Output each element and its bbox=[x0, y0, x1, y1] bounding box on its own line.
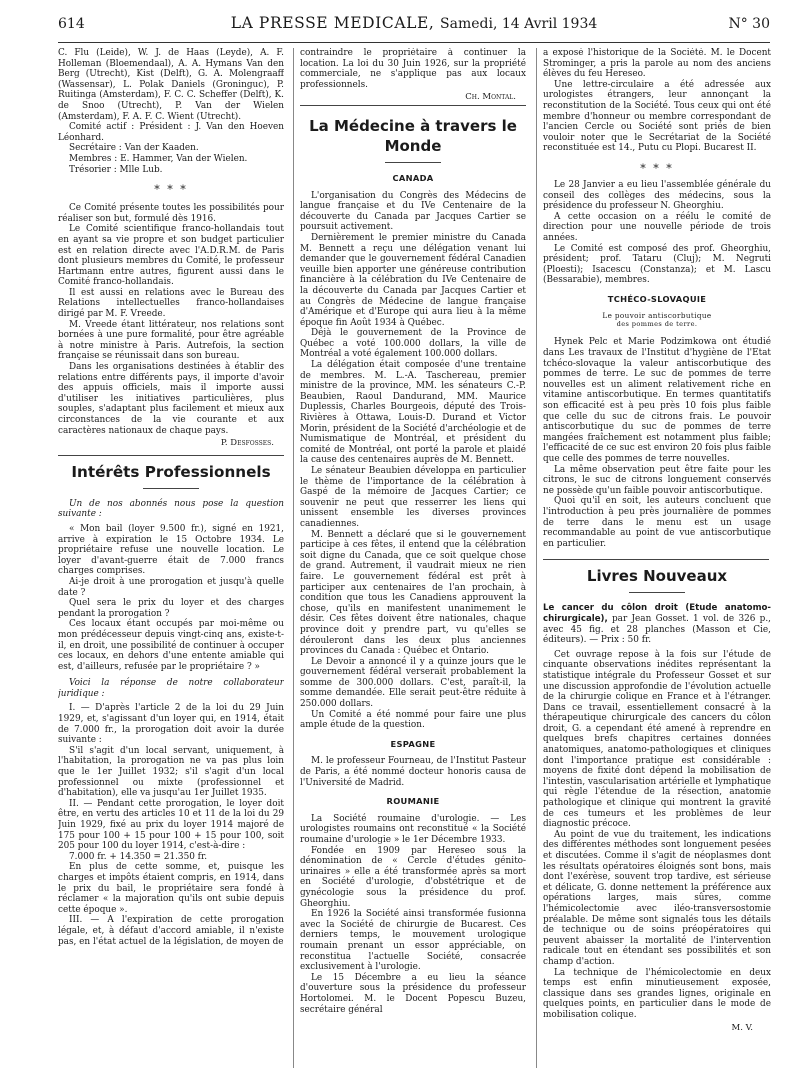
issue-date: Samedi, 14 Avril 1934 bbox=[440, 16, 598, 32]
paragraph: Une lettre-circulaire a été adressée aux urologistes étrangers, leur annonçant la reconstitution de la Société. Tous ceux qui ont été membre d'honneur ou membre correspondant de l'ancien Cercle ou Société sont priés de bien vouloir noter que le Secrétariat de la Société reconstituée est 14., Putu cu Plopi. Bucarest II. bbox=[543, 79, 771, 154]
paragraph: Il est aussi en relations avec le Bureau des Relations intellectuelles franco-hollandaises dirigé par M. F. Vreede. bbox=[58, 287, 284, 320]
paragraph: M. Vreede étant littérateur, nos relations sont bornées à une pure formalité, pour être agréable à notre ministre à Paris. Autrefois, la section française se réunissait dans son bureau. bbox=[58, 319, 284, 362]
paragraph: Le Comité scientifique franco-hollandais tout en ayant sa vie propre et son budget particulier est en relation directe avec l'A.D.R.M. de Paris dont plusieurs membres du Comité, le professeur Hartmann entre autres, figurent aussi dans le Comité franco-hollandais. bbox=[58, 224, 284, 288]
subhead-canada: CANADA bbox=[392, 172, 434, 183]
column-3 bbox=[543, 48, 771, 1078]
committee-names: C. Flu (Leide), W. J. de Haas (Leyde), A. F. Holleman (Bloemendaal), A. A. Hymans Van den Berg (Utrecht), Kist (Delft), G. A. Molengraaff (Wassensar), L. Polak Daniels (Groninguc), P. Ruitinga (Amsterdam), F. C. C. Scheffer (Delft), K. de Snoo (Utrecht), P. Van der Wielen (Amsterdam), F. A. F. C. Wient (Utrecht). bbox=[58, 48, 284, 122]
subhead-pommes: des pommes de terre. bbox=[616, 320, 698, 329]
question-paragraph: Quel sera le prix du loyer et des charges pendant la prorogation ? bbox=[58, 598, 284, 619]
paragraph: Hynek Pelc et Marie Podzimkowa ont étudié dans Les travaux de l'Institut d'hygiène de l'Etat tchéco-slovaque la valeur antiscorbutique des pommes de terre. Le suc de pommes de terre nouvelles est un aliment relativement riche en vitamine antiscorbutique. En termes quantitatifs son efficacité est à peu près 10 fois plus faible que celle du suc de citrons frais. Le pouvoir antiscorbutique du suc de pommes de terre mangées fraîchement est notamment plus faible; l'efficacité de ce suc est environ 20 fois plus faible que celle des pommes de terre nouvelles. bbox=[543, 337, 771, 464]
committee-active: Comité actif : Président : J. Van den Hoeven Léonhard. bbox=[58, 122, 284, 143]
paragraph: La même observation peut être faite pour les citrons, le suc de citrons longuement conservés ne possède qu'un faible pouvoir antiscorbutique. bbox=[543, 464, 771, 496]
paragraph: a exposé l'historique de la Société. M. le Docent Strominger, a pris la parole au nom des anciens élèves du feu Hereseo. bbox=[543, 48, 771, 80]
paragraph: Le Comité est composé des prof. Gheorghiu, président; prof. Tataru (Cluj); M. Negruti (Ploesti); Isacescu (Constanza); et M. Lascu (Bessarabie), membres. bbox=[543, 243, 771, 286]
issue-number: N° 30 bbox=[728, 16, 770, 32]
section-title-medecine: La Médecine à travers le Monde bbox=[309, 116, 517, 155]
paragraph: Le Devoir a annoncé il y a quinze jours que le gouvernement fédéral verserait probablement la somme de 300.000 dollars. C'est, paraît-il, la somme demandée. Elle serait peut-être réduite à 250.000 dollars. bbox=[300, 656, 526, 710]
section-title-interets: Intérêts Professionnels bbox=[71, 462, 271, 481]
committee-members: Membres : E. Hammer, Van der Wielen. bbox=[69, 153, 248, 164]
paragraph: Le sénateur Beaubien développa en particulier le thème de l'importance de la célébration à Gaspé de la mémoire de Jacques Cartier; ce souvenir ne peut que resserrer les liens qui unissent ensemble les diverses provinces canadiennes. bbox=[300, 466, 526, 529]
book-details: par Jean Gosset. 1 vol. de 326 p., avec 45 fig. et 28 planches (Masson et Cie, éditeurs). — Prix : 50 fr. bbox=[543, 613, 771, 646]
question-paragraph: Ces locaux étant occupés par moi-même ou mon prédécesseur depuis vingt-cinq ans, existe-t-il, en droit, une possibilité de continuer à occuper ces locaux, en dehors d'une entente amiable qui est, d'ailleurs, refusée par le propriétaire ? » bbox=[58, 619, 284, 672]
paragraph: L'organisation du Congrès des Médecins de langue française et du IVe Centenaire de la découverte du Canada par Jacques Cartier se poursuit activement. bbox=[300, 190, 526, 233]
title-rule bbox=[143, 488, 199, 489]
paragraph: M. Bennett a déclaré que si le gouvernement participe à ces fêtes, il entend que la célébration soit digne du Canada, que ce soit quelque chose de grand. Autrement, il vaudrait mieux ne rien faire. Le gouvernement fédéral est prêt à participer aux centenaires de l'an prochain, à condition que tous les Canadiens approuvent la chose, qu'ils en manifestent unanimement le désir. Ces fêtes doivent être nationales, chaque province doit y prendre part, vu qu'elles se dérouleront dans les deux plus anciennes provinces du Canada : Québec et Ontario. bbox=[300, 529, 526, 657]
question-paragraph: Ai-je droit à une prorogation et jusqu'à quelle date ? bbox=[58, 576, 284, 598]
review-signature: M. V. bbox=[731, 1022, 753, 1033]
book-title: Le cancer du côlon droit (Etude anatomo-chirurgicale), bbox=[543, 603, 771, 624]
paragraph: A cette occasion on a réélu le comité de direction pour une nouvelle période de trois années. bbox=[543, 211, 771, 243]
paragraph: Dans les organisations destinées à établir des relations entre différents pays, il importe d'avoir des appuis officiels, mais il importe aussi d'utiliser les initiatives particulières, plus souples, s'adaptant plus facilement et mieux aux circonstances de la vie courante et aux caractères nationaux de chaque pays. bbox=[58, 362, 284, 436]
paragraph: M. le professeur Fourneau, de l'Institut Pasteur de Paris, a été nommé docteur honoris causa de l'Université de Madrid. bbox=[300, 756, 526, 788]
section-rule bbox=[300, 105, 526, 106]
column-1 bbox=[58, 48, 284, 1078]
paragraph: contraindre le propriétaire à continuer la location. La loi du 30 Juin 1926, sur la propriété commerciale, ne s'applique pas aux locaux professionnels. bbox=[300, 48, 526, 90]
paragraph: En 1926 la Société ainsi transformée fusionna avec la Société de chirurgie de Bucarest. Ces derniers temps, le mouvement urologique roumain prenant un essor appréciable, on reconstitua l'actuelle Société, consacrée exclusivement à l'urologie. bbox=[300, 909, 526, 973]
paragraph: Ce Comité présente toutes les possibilités pour réaliser son but, formulé dès 1916. bbox=[58, 203, 284, 224]
page-header bbox=[58, 14, 770, 40]
answer-paragraph: III. — A l'expiration de cette prorogation légale, et, à défaut d'accord amiable, il n'existe pas, en l'état actuel de la législation, de moyen de bbox=[58, 915, 284, 947]
committee-secretary: Secrétaire : Van der Kaaden. bbox=[69, 143, 199, 154]
section-rule bbox=[543, 559, 769, 560]
title-rule bbox=[385, 162, 441, 163]
question-paragraph: « Mon bail (loyer 9.500 fr.), signé en 1921, arrive à expiration le 15 Octobre 1934. Le propriétaire refuse une nouvelle location. Le loyer d'avant-guerre était de 7.000 francs charges comprises. bbox=[58, 523, 284, 577]
paragraph: Quoi qu'il en soit, les auteurs concluent que l'introduction à peu près journalière de pommes de terre dans le menu est un usage recommandable au point de vue antiscorbutique en particulier. bbox=[543, 496, 771, 549]
article-signature: Ch. Montal. bbox=[465, 92, 516, 103]
paragraph: Le 28 Janvier a eu lieu l'assemblée générale du conseil des collèges des médecins, sous la présidence du professeur N. Gheorghiu. bbox=[543, 179, 771, 212]
answer-paragraph: S'il s'agit d'un local servant, uniquement, à l'habitation, la prorogation ne va pas plus loin que le 1er Juillet 1932; s'il s'agit d'un local professionnel ou mixte (professionnel et d'habitation), elle va jusqu'au 1er Juillet 1935. bbox=[58, 745, 284, 799]
column-divider bbox=[536, 48, 537, 1068]
section-stars: * * * bbox=[640, 161, 674, 175]
paragraph: La Société roumaine d'urologie. — Les urologistes roumains ont reconstitué « la Société roumaine d'urologie » le 1er Décembre 1933. bbox=[300, 813, 526, 845]
book-entry bbox=[543, 603, 771, 645]
subhead-roumanie: ROUMANIE bbox=[386, 796, 440, 807]
paragraph: Dernièrement le premier ministre du Canada M. Bennett a reçu une délégation venant lui demander que le gouvernement fédéral Canadien veuille bien apporter une généreuse contribution financière à la célébration du IVe Centenaire de la découverte du Canada par Jacques Cartier et au Congrès de Médecine de langue française d'Amérique et d'Europe qui aura lieu à la même époque fin Août 1934 à Québec. bbox=[300, 232, 526, 328]
answer-paragraph: I. — D'après l'article 2 de la loi du 29 Juin 1929, et, s'agissant d'un loyer qui, en 1914, était de 7.000 fr., la prorogation doit avoir la durée suivante : bbox=[58, 703, 284, 746]
paragraph: Le 15 Décembre a eu lieu la séance d'ouverture sous la présidence du professeur Hortolomei. M. le Docent Popescu Buzeu, secrétaire général bbox=[300, 972, 526, 1015]
paragraph: Déjà le gouvernement de la Province de Québec a voté 100.000 dollars, la ville de Montréal a voté également 100.000 dollars. bbox=[300, 328, 526, 360]
review-paragraph: La technique de l'hémicolectomie en deux temps est enfin minutieusement exposée, classique dans ses grandes lignes, originale en quelques points, en particulier dans le mode de mobilisation colique. bbox=[543, 967, 771, 1020]
review-paragraph: Au point de vue du traitement, les indications des différentes méthodes sont longuement pesées et discutées. Comme il s'agit de néoplasmes dont les résultats opératoires éloignés sont bons, mais dont l'exérèse, souvent trop tardive, est sérieuse et délicate, G. donne nettement la préférence aux opérations larges, mais sûres, comme l'hémicolectomie avec iléo-transversostomie préalable. De même sont signalés tous les détails de technique ou de soins préopératoires qui peuvent abaisser la mortalité de l'intervention radicale tout en étendant ses possibilités et son champ d'action. bbox=[543, 829, 771, 967]
subhead-tcheco: TCHÉCO-SLOVAQUIE bbox=[607, 293, 707, 304]
subhead-espagne: ESPAGNE bbox=[390, 738, 436, 749]
subhead-pouvoir: Le pouvoir antiscorbutique bbox=[602, 311, 712, 321]
answer-calculation: 7.000 fr. + 14.350 = 21.350 fr. bbox=[69, 851, 208, 862]
question-intro: Un de nos abonnés nous pose la question suivante : bbox=[58, 498, 284, 520]
journal-title: LA PRESSE MEDICALE, bbox=[230, 14, 435, 32]
paragraph: Fondée en 1909 par Hereseo sous la dénomination de « Cercle d'études génito-urinaires » elle a été transformée après sa mort en Société d'urologie, d'obstétrique et de gynécologie sous la présidence du prof. Gheorghiu. bbox=[300, 845, 526, 909]
paragraph: Un Comité a été nommé pour faire une plus ample étude de la question. bbox=[300, 709, 526, 731]
page-number: 614 bbox=[58, 16, 85, 32]
answer-paragraph: II. — Pendant cette prorogation, le loyer doit être, en vertu des articles 10 et 11 de la loi du 29 Juin 1929, fixé au prix du loyer 1914 majoré de 175 pour 100 + 15 pour 100 + 15 pour 100, soit 205 pour 100 du loyer 1914, c'est-à-dire : bbox=[58, 798, 284, 852]
column-2 bbox=[300, 48, 526, 1078]
answer-paragraph: En plus de cette somme, et, puisque les charges et impôts étaient compris, en 1914, dans le prix du bail, le propriétaire sera fondé à réclamer « la majoration qu'ils ont subie depuis cette époque ». bbox=[58, 862, 284, 915]
column-divider bbox=[293, 48, 294, 1068]
header-rule bbox=[58, 42, 770, 43]
article-signature: P. Desfosses. bbox=[220, 438, 274, 449]
section-rule bbox=[58, 455, 284, 456]
review-paragraph: Cet ouvrage repose à la fois sur l'étude de cinquante observations inédites représentant la statistique intégrale du Professeur Gosset et sur une discussion approfondie de l'évolution actuelle de la chirurgie colique en France et à l'étranger. Dans ce travail, essentiellement consacré à la thérapeutique chirurgicale des cancers du côlon droit, G. a cependant été amené à reprendre en quelques brefs chapitres certaines données anatomiques, anatomo-pathologiques et cliniques dont l'importance pratique est considérable : moyens de fixité dont dépend la mobilisation de l'intestin, vascularisation artérielle et lymphatique qui règle l'étendue de la résection, anatomie pathologique et clinique qui montrent la gravité de ces tumeurs et les problèmes de leur diagnostic précoce. bbox=[543, 649, 771, 830]
answer-intro: Voici la réponse de notre collaborateur juridique : bbox=[58, 678, 284, 699]
paragraph: La délégation était composée d'une trentaine de membres. M. L.-A. Taschereau, premier ministre de la province, MM. les sénateurs C.-P. Beaubien, Raoul Dandurand, MM. Maurice Duplessis, Charles Bourgeois, député des Trois-Rivières à Ottawa, Louis-D. Durand et Victor Morin, président de la Société d'archéologie et de Numismatique de Montréal, et président du comité de Montréal, ont porté la parole et plaidé la cause des centenaires auprès de M. Bennett. bbox=[300, 360, 526, 466]
title-rule bbox=[629, 592, 685, 593]
journal-title-line bbox=[58, 14, 770, 32]
committee-treasurer: Trésorier : Mlle Lub. bbox=[69, 164, 163, 175]
section-stars: * * * bbox=[154, 183, 188, 197]
section-title-livres: Livres Nouveaux bbox=[586, 567, 728, 586]
